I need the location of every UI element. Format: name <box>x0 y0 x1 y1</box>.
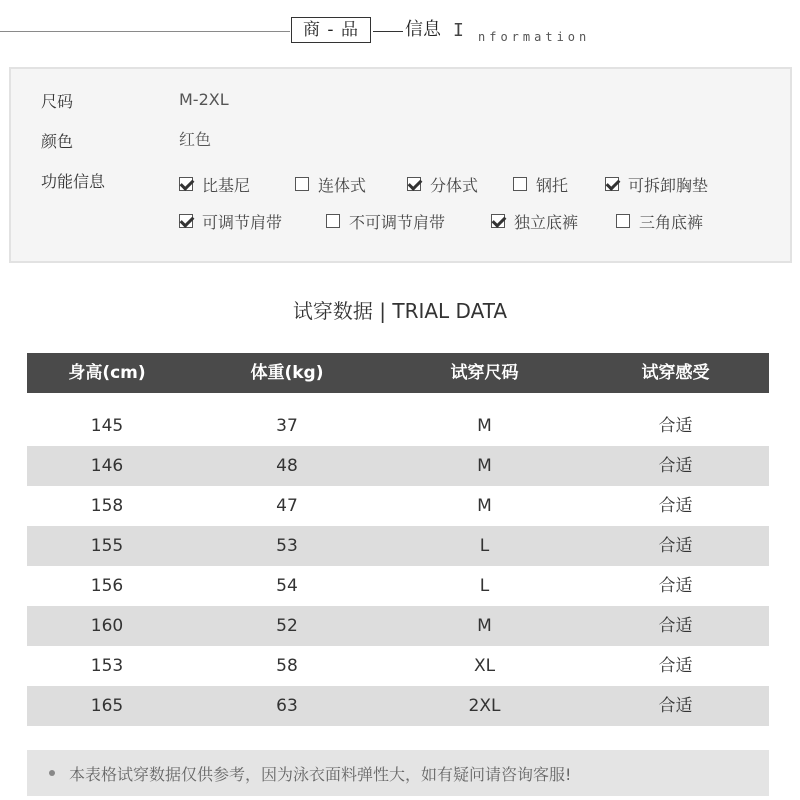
cell-size: M <box>477 616 492 636</box>
spec-panel <box>9 67 792 263</box>
checkbox-checked-icon <box>605 177 619 191</box>
trial-data-title: 试穿数据 | TRIAL DATA <box>292 299 508 323</box>
option-removable-pad <box>605 173 708 195</box>
cell-fit: 合适 <box>658 696 693 716</box>
cell-size: M <box>477 416 492 436</box>
cell-weight: 63 <box>276 696 298 716</box>
cell-weight: 54 <box>276 576 298 596</box>
option-triangle-bottom <box>616 210 703 232</box>
option-label: 连体式 <box>318 175 367 195</box>
checkbox-checked-icon <box>179 177 193 191</box>
checkbox-unchecked-icon <box>513 177 527 191</box>
disclaimer-note <box>27 750 769 796</box>
size-label: 尺码 <box>41 92 74 111</box>
cell-weight: 52 <box>276 616 298 636</box>
table-row <box>27 446 769 486</box>
color-value: 红色 <box>179 130 212 149</box>
trial-data-table <box>27 353 769 726</box>
option-two-piece <box>407 173 478 195</box>
option-label: 不可调节肩带 <box>349 212 446 232</box>
cell-weight: 53 <box>276 536 298 556</box>
disclaimer-text: 本表格试穿数据仅供参考，因为泳衣面料弹性大，如有疑问请咨询客服! <box>69 764 572 784</box>
checkbox-checked-icon <box>407 177 421 191</box>
cell-size: XL <box>473 656 496 676</box>
option-label: 可拆卸胸垫 <box>628 175 709 195</box>
section-subtitle: nformation <box>478 30 591 44</box>
cell-height: 160 <box>90 616 124 636</box>
checkbox-unchecked-icon <box>326 214 340 228</box>
checkbox-unchecked-icon <box>616 214 630 228</box>
checkbox-checked-icon <box>179 214 193 228</box>
cell-fit: 合适 <box>658 576 693 596</box>
cell-height: 158 <box>90 496 124 516</box>
cell-size: L <box>479 576 490 596</box>
cell-fit: 合适 <box>658 656 693 676</box>
header-fit: 试穿感受 <box>641 363 710 383</box>
option-adjustable-strap <box>179 210 282 232</box>
cell-height: 165 <box>90 696 124 716</box>
cell-size: M <box>477 496 492 516</box>
cell-fit: 合适 <box>658 496 693 516</box>
option-label: 分体式 <box>430 175 479 195</box>
checkbox-unchecked-icon <box>295 177 309 191</box>
option-label: 可调节肩带 <box>202 212 283 232</box>
cell-size: 2XL <box>468 696 501 716</box>
option-bikini <box>179 173 250 195</box>
option-underwire <box>513 173 568 195</box>
table-row <box>27 526 769 566</box>
cell-weight: 47 <box>276 496 298 516</box>
cell-fit: 合适 <box>658 456 693 476</box>
header-left-rule <box>0 31 290 32</box>
table-spacer <box>27 393 769 406</box>
cell-height: 156 <box>90 576 124 596</box>
cell-size: M <box>477 456 492 476</box>
cell-weight: 48 <box>276 456 298 476</box>
checkbox-checked-icon <box>491 214 505 228</box>
function-label: 功能信息 <box>41 172 106 191</box>
table-row <box>27 606 769 646</box>
table-row <box>27 406 769 446</box>
cell-height: 145 <box>90 416 124 436</box>
header-size: 试穿尺码 <box>450 363 519 383</box>
table-row <box>27 566 769 606</box>
bullet-dot-icon <box>49 770 55 776</box>
cell-height: 146 <box>90 456 124 476</box>
option-fixed-strap <box>326 210 445 232</box>
table-row <box>27 486 769 526</box>
cell-fit: 合适 <box>658 416 693 436</box>
option-separate-bottom <box>491 210 578 232</box>
cell-fit: 合适 <box>658 536 693 556</box>
option-label: 三角底裤 <box>639 212 704 232</box>
header-height: 身高(cm) <box>68 363 146 383</box>
table-row <box>27 686 769 726</box>
product-label-box: 商 - 品 <box>291 17 371 43</box>
table-row <box>27 646 769 686</box>
option-one-piece <box>295 173 366 195</box>
cell-fit: 合适 <box>658 616 693 636</box>
color-label: 颜色 <box>41 132 74 151</box>
header-dash <box>373 31 403 32</box>
option-label: 独立底裤 <box>514 212 579 232</box>
section-title: 信息 <box>405 19 441 40</box>
header-weight: 体重(kg) <box>250 363 324 383</box>
table-header <box>27 353 769 393</box>
option-label: 比基尼 <box>202 175 251 195</box>
size-value: M-2XL <box>179 90 229 109</box>
cell-weight: 37 <box>276 416 298 436</box>
text-cursor-glyph: I <box>453 20 464 41</box>
cell-weight: 58 <box>276 656 298 676</box>
cell-height: 155 <box>90 536 124 556</box>
cell-height: 153 <box>90 656 124 676</box>
option-label: 钢托 <box>536 175 569 195</box>
cell-size: L <box>479 536 490 556</box>
